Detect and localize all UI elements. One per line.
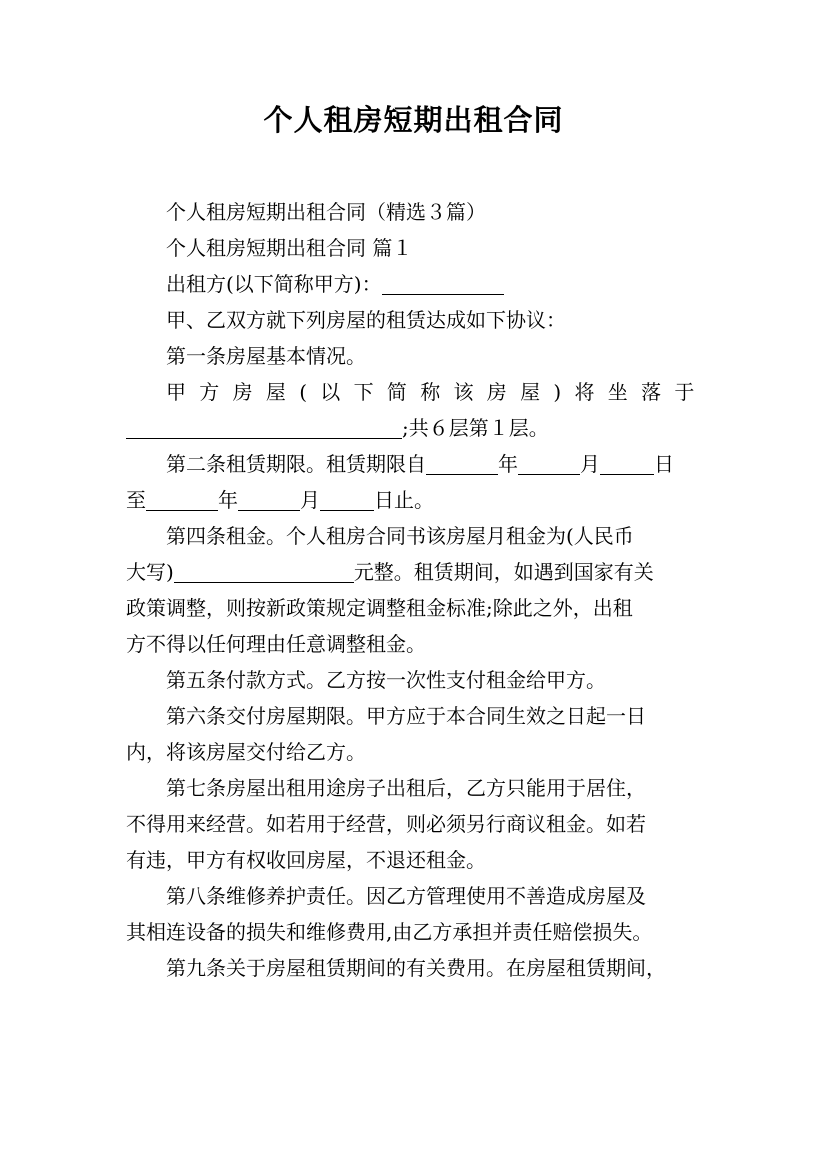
- paragraph-section-heading: 个人租房短期出租合同 篇１: [166, 236, 413, 260]
- usage-line-3: 有违，甲方有权收回房屋，不退还租金。: [126, 848, 486, 872]
- paragraph-article-5: 第五条付款方式。乙方按一次性支付租金给甲方。: [166, 668, 606, 692]
- start-year-blank: [426, 452, 498, 475]
- usage-line-2: 不得用来经营。如若用于经营，则必须另行商议租金。如若: [126, 812, 646, 836]
- paragraph-lessor: [126, 266, 701, 302]
- paragraph-article-6: [126, 698, 701, 770]
- lease-term-line-2: 至 年 月 日止。: [126, 488, 434, 512]
- delivery-line-2: 内，将该房屋交付给乙方。: [126, 740, 366, 764]
- rent-line-2: 大写) 元整。租赁期间，如遇到国家有关: [126, 560, 654, 584]
- paragraph-article-1: 第一条房屋基本情况。: [166, 344, 366, 368]
- end-year-blank: [146, 488, 218, 511]
- paragraph-article-7: [126, 770, 701, 878]
- rent-line-3: 政策调整，则按新政策规定调整租金标准;除此之外，出租: [126, 596, 633, 620]
- property-location-line-1: 甲方房屋(以下简称该房屋)将坐落于: [166, 380, 708, 404]
- rent-line-1: 第四条租金。个人租房合同书该房屋月租金为(人民币: [166, 524, 634, 548]
- address-blank: [126, 416, 402, 439]
- paragraph-article-9: 第九条关于房屋租赁期间的有关费用。在房屋租赁期间，: [166, 956, 666, 980]
- maintenance-line-2: 其相连设备的损失和维修费用,由乙方承担并责任赔偿损失。: [126, 920, 653, 944]
- maintenance-line-1: 第八条维修养护责任。因乙方管理使用不善造成房屋及: [166, 884, 646, 908]
- delivery-line-1: 第六条交付房屋期限。甲方应于本合同生效之日起一日: [166, 704, 646, 728]
- paragraph-property-location: [126, 374, 708, 446]
- usage-line-1: 第七条房屋出租用途房子出租后，乙方只能用于居住，: [166, 776, 646, 800]
- start-day-blank: [600, 452, 654, 475]
- lessor-blank: [382, 272, 504, 295]
- paragraph-article-8: [126, 878, 701, 950]
- paragraph-article-4: [126, 518, 701, 662]
- document-title: 个人租房短期出租合同: [263, 103, 564, 137]
- paragraph-subtitle: 个人租房短期出租合同（精选３篇）: [166, 200, 486, 224]
- document-body: [126, 194, 708, 986]
- start-month-blank: [518, 452, 580, 475]
- rent-amount-blank: [174, 560, 354, 583]
- paragraph-agreement-intro: 甲、乙双方就下列房屋的租赁达成如下协议：: [166, 308, 566, 332]
- lease-term-line-1: 第二条租赁期限。租赁期限自 年 月 日: [166, 452, 674, 476]
- rent-line-4: 方不得以任何理由任意调整租金。: [126, 632, 426, 656]
- end-month-blank: [238, 488, 300, 511]
- property-location-line-2: ;共６层第１层。: [126, 410, 701, 446]
- lessor-label: 出租方(以下简称甲方)：: [166, 272, 382, 296]
- end-day-blank: [320, 488, 374, 511]
- paragraph-article-2: [126, 446, 701, 518]
